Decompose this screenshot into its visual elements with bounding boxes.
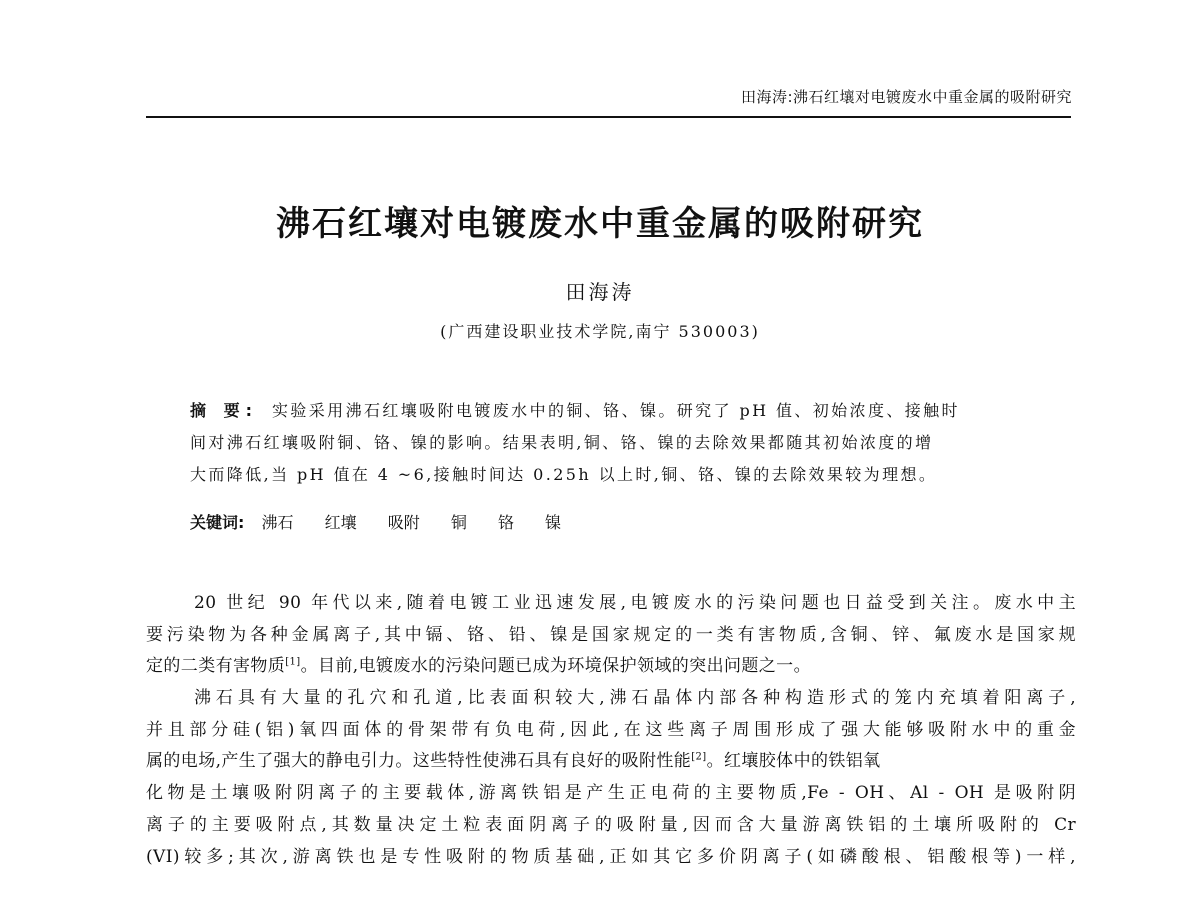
body-line: (VI)较多;其次,游离铁也是专性吸附的物质基础,正如其它多价阴离子(如磷酸根、铝酸根等)一样, — [146, 846, 1076, 867]
body-text-run: 定的二类有害物质 — [146, 656, 286, 677]
body-line — [146, 746, 1076, 778]
keywords-label: 关键词: — [190, 513, 245, 532]
paper-title: 沸石红壤对电镀废水中重金属的吸附研究 — [276, 204, 924, 244]
author-affiliation: (广西建设职业技术学院,南宁 530003) — [440, 322, 760, 341]
body-text — [146, 588, 1076, 873]
body-line: 离子的主要吸附点,其数量决定土粒表面阴离子的吸附量,因而含大量游离铁铝的土壤所吸附的 Cr — [146, 814, 1076, 835]
keyword: 镍 — [545, 513, 562, 532]
abstract-line: 大而降低,当 pH 值在 4 ~6,接触时间达 0.25h 以上时,铜、铬、镍的去除效果较为理想。 — [190, 465, 938, 484]
citation-ref: [1] — [285, 656, 301, 668]
keywords — [190, 510, 587, 533]
body-line: 并且部分硅(铝)氧四面体的骨架带有负电荷,因此,在这些离子周围形成了强大能够吸附水中的重金 — [146, 719, 1076, 740]
body-line: 要污染物为各种金属离子,其中镉、铬、铅、镍是国家规定的一类有害物质,含铜、锌、氟废水是国家规 — [146, 624, 1076, 645]
abstract-text: 实验采用沸石红壤吸附电镀废水中的铜、铬、镍。研究了 pH 值、初始浓度、接触时 — [271, 401, 960, 420]
body-text-run: 。红壤胶体中的铁铝氧 — [706, 751, 881, 772]
abstract-label: 摘 要: — [190, 401, 258, 420]
body-line: 沸石具有大量的孔穴和孔道,比表面积较大,沸石晶体内部各种构造形式的笼内充填着阳离子, — [194, 688, 1076, 709]
keyword: 红壤 — [324, 513, 357, 532]
body-line — [146, 651, 1076, 683]
body-text-run: 属的电场,产生了强大的静电引力。这些特性使沸石具有良好的吸附性能 — [146, 751, 692, 772]
citation-ref: [2] — [691, 751, 707, 763]
keyword: 铜 — [450, 513, 467, 532]
header-rule — [146, 116, 1071, 118]
author-name: 田海涛 — [565, 280, 635, 304]
running-header: 田海涛:沸石红壤对电镀废水中重金属的吸附研究 — [740, 88, 1072, 106]
body-line: 20 世纪 90 年代以来,随着电镀工业迅速发展,电镀废水的污染问题也日益受到关注。废水中主 — [194, 593, 1076, 613]
keyword: 沸石 — [261, 513, 294, 532]
abstract — [190, 395, 1050, 491]
abstract-line: 间对沸石红壤吸附铜、铬、镍的影响。结果表明,铜、铬、镍的去除效果都随其初始浓度的增 — [190, 433, 934, 452]
body-text-run: 。目前,电镀废水的污染问题已成为环境保护领域的突出问题之一。 — [300, 656, 811, 677]
keyword: 吸附 — [387, 513, 420, 532]
keyword: 铬 — [497, 513, 514, 532]
body-line: 化物是土壤吸附阴离子的主要载体,游离铁铝是产生正电荷的主要物质,Fe - OH、Al - OH 是吸附阴 — [146, 783, 1076, 804]
abstract-line — [190, 395, 1050, 427]
